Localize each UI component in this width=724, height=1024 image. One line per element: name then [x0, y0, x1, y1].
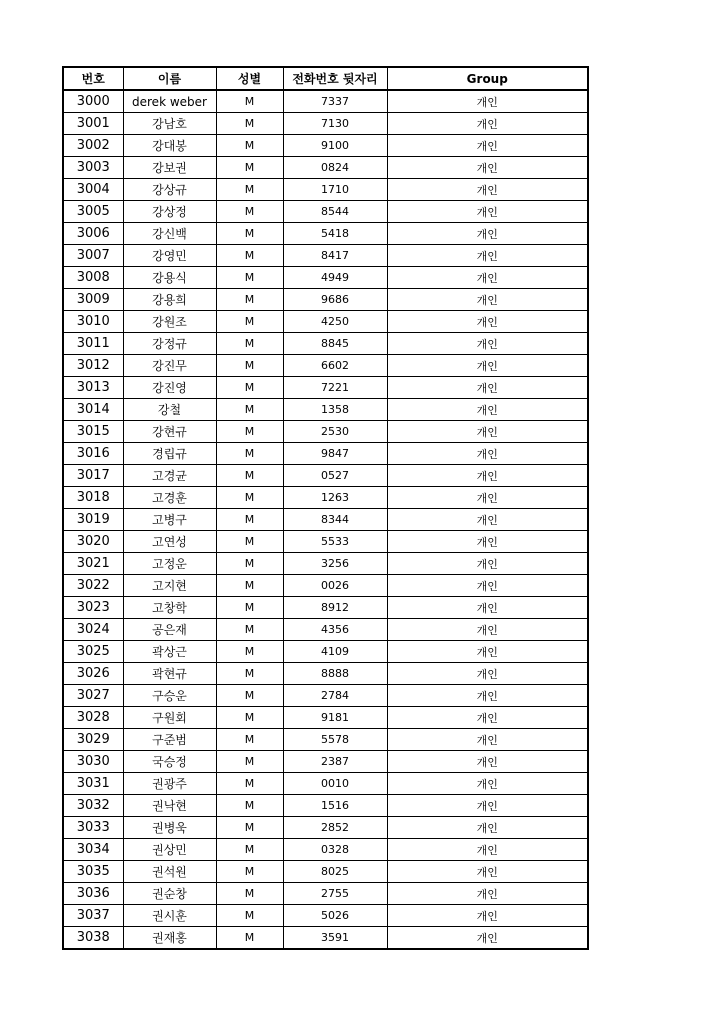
cell-gender: M — [216, 663, 283, 685]
cell-gender: M — [216, 90, 283, 113]
header-row — [63, 67, 588, 90]
cell-group: 개인 — [387, 597, 588, 619]
column-header-gender: 성별 — [216, 67, 283, 90]
cell-gender: M — [216, 201, 283, 223]
cell-name: 강용식 — [123, 267, 216, 289]
cell-phone-last: 8912 — [283, 597, 387, 619]
cell-group: 개인 — [387, 201, 588, 223]
cell-number: 3007 — [63, 245, 123, 267]
cell-group: 개인 — [387, 905, 588, 927]
cell-gender: M — [216, 641, 283, 663]
cell-phone-last: 3591 — [283, 927, 387, 950]
cell-phone-last: 8417 — [283, 245, 387, 267]
cell-group: 개인 — [387, 311, 588, 333]
cell-gender: M — [216, 861, 283, 883]
cell-group: 개인 — [387, 531, 588, 553]
table-row — [63, 729, 588, 751]
cell-phone-last: 5578 — [283, 729, 387, 751]
cell-gender: M — [216, 553, 283, 575]
cell-name: 강보권 — [123, 157, 216, 179]
cell-name: 권병욱 — [123, 817, 216, 839]
cell-group: 개인 — [387, 817, 588, 839]
table-row — [63, 773, 588, 795]
cell-gender: M — [216, 333, 283, 355]
cell-gender: M — [216, 157, 283, 179]
cell-name: 권광주 — [123, 773, 216, 795]
cell-phone-last: 4109 — [283, 641, 387, 663]
cell-name: 강철 — [123, 399, 216, 421]
cell-phone-last: 6602 — [283, 355, 387, 377]
cell-gender: M — [216, 795, 283, 817]
cell-number: 3000 — [63, 90, 123, 113]
cell-number: 3021 — [63, 553, 123, 575]
table-header — [63, 67, 588, 90]
cell-gender: M — [216, 465, 283, 487]
cell-phone-last: 0527 — [283, 465, 387, 487]
cell-group: 개인 — [387, 641, 588, 663]
cell-phone-last: 4949 — [283, 267, 387, 289]
table-row — [63, 751, 588, 773]
cell-name: 구승운 — [123, 685, 216, 707]
cell-phone-last: 7130 — [283, 113, 387, 135]
table-row — [63, 135, 588, 157]
cell-phone-last: 2530 — [283, 421, 387, 443]
table-row — [63, 663, 588, 685]
table-row — [63, 509, 588, 531]
cell-group: 개인 — [387, 883, 588, 905]
table-row — [63, 421, 588, 443]
cell-number: 3034 — [63, 839, 123, 861]
cell-name: 권석원 — [123, 861, 216, 883]
cell-phone-last: 8544 — [283, 201, 387, 223]
table-row — [63, 245, 588, 267]
cell-gender: M — [216, 531, 283, 553]
table-row — [63, 839, 588, 861]
cell-number: 3005 — [63, 201, 123, 223]
cell-number: 3025 — [63, 641, 123, 663]
cell-group: 개인 — [387, 443, 588, 465]
cell-phone-last: 1263 — [283, 487, 387, 509]
cell-group: 개인 — [387, 289, 588, 311]
cell-group: 개인 — [387, 90, 588, 113]
cell-group: 개인 — [387, 685, 588, 707]
table-row — [63, 377, 588, 399]
table-row — [63, 553, 588, 575]
cell-gender: M — [216, 707, 283, 729]
cell-name: 강정규 — [123, 333, 216, 355]
cell-phone-last: 8344 — [283, 509, 387, 531]
cell-number: 3013 — [63, 377, 123, 399]
cell-phone-last: 9847 — [283, 443, 387, 465]
cell-group: 개인 — [387, 795, 588, 817]
table-row — [63, 597, 588, 619]
cell-group: 개인 — [387, 333, 588, 355]
table-row — [63, 179, 588, 201]
cell-gender: M — [216, 399, 283, 421]
table-row — [63, 685, 588, 707]
cell-phone-last: 0010 — [283, 773, 387, 795]
table-row — [63, 531, 588, 553]
cell-group: 개인 — [387, 377, 588, 399]
cell-gender: M — [216, 597, 283, 619]
cell-number: 3028 — [63, 707, 123, 729]
cell-number: 3037 — [63, 905, 123, 927]
cell-phone-last: 9181 — [283, 707, 387, 729]
cell-phone-last: 1710 — [283, 179, 387, 201]
table-row — [63, 355, 588, 377]
cell-name: 권순창 — [123, 883, 216, 905]
table-row — [63, 927, 588, 950]
cell-gender: M — [216, 509, 283, 531]
cell-name: 강상규 — [123, 179, 216, 201]
cell-name: 강남호 — [123, 113, 216, 135]
cell-name: 강신백 — [123, 223, 216, 245]
cell-gender: M — [216, 311, 283, 333]
cell-phone-last: 1516 — [283, 795, 387, 817]
cell-number: 3014 — [63, 399, 123, 421]
cell-phone-last: 3256 — [283, 553, 387, 575]
table-row — [63, 201, 588, 223]
cell-group: 개인 — [387, 839, 588, 861]
cell-number: 3004 — [63, 179, 123, 201]
cell-phone-last: 2784 — [283, 685, 387, 707]
cell-number: 3017 — [63, 465, 123, 487]
cell-gender: M — [216, 883, 283, 905]
cell-name: 권재홍 — [123, 927, 216, 950]
cell-group: 개인 — [387, 751, 588, 773]
column-header-number: 번호 — [63, 67, 123, 90]
cell-group: 개인 — [387, 179, 588, 201]
cell-name: derek weber — [123, 90, 216, 113]
cell-number: 3026 — [63, 663, 123, 685]
table-row — [63, 157, 588, 179]
cell-phone-last: 2387 — [283, 751, 387, 773]
cell-group: 개인 — [387, 707, 588, 729]
cell-group: 개인 — [387, 927, 588, 950]
cell-group: 개인 — [387, 223, 588, 245]
cell-number: 3020 — [63, 531, 123, 553]
cell-group: 개인 — [387, 267, 588, 289]
table-row — [63, 641, 588, 663]
cell-group: 개인 — [387, 135, 588, 157]
cell-number: 3029 — [63, 729, 123, 751]
cell-gender: M — [216, 377, 283, 399]
cell-name: 권낙현 — [123, 795, 216, 817]
cell-group: 개인 — [387, 421, 588, 443]
cell-phone-last: 9100 — [283, 135, 387, 157]
cell-gender: M — [216, 245, 283, 267]
cell-group: 개인 — [387, 157, 588, 179]
cell-group: 개인 — [387, 663, 588, 685]
cell-group: 개인 — [387, 773, 588, 795]
cell-number: 3002 — [63, 135, 123, 157]
table-row — [63, 817, 588, 839]
cell-name: 고정운 — [123, 553, 216, 575]
cell-group: 개인 — [387, 575, 588, 597]
table-row — [63, 861, 588, 883]
cell-gender: M — [216, 223, 283, 245]
cell-gender: M — [216, 487, 283, 509]
cell-gender: M — [216, 729, 283, 751]
cell-number: 3024 — [63, 619, 123, 641]
cell-number: 3008 — [63, 267, 123, 289]
cell-name: 고경균 — [123, 465, 216, 487]
cell-number: 3010 — [63, 311, 123, 333]
cell-number: 3012 — [63, 355, 123, 377]
cell-gender: M — [216, 355, 283, 377]
cell-number: 3003 — [63, 157, 123, 179]
cell-number: 3016 — [63, 443, 123, 465]
table-row — [63, 267, 588, 289]
cell-gender: M — [216, 751, 283, 773]
cell-phone-last: 7221 — [283, 377, 387, 399]
cell-number: 3022 — [63, 575, 123, 597]
cell-name: 국승정 — [123, 751, 216, 773]
table-row — [63, 707, 588, 729]
cell-group: 개인 — [387, 399, 588, 421]
table-row — [63, 289, 588, 311]
table-row — [63, 905, 588, 927]
cell-number: 3023 — [63, 597, 123, 619]
table-row — [63, 443, 588, 465]
cell-group: 개인 — [387, 245, 588, 267]
cell-gender: M — [216, 619, 283, 641]
cell-name: 강원조 — [123, 311, 216, 333]
table-row — [63, 795, 588, 817]
cell-name: 구원회 — [123, 707, 216, 729]
cell-number: 3019 — [63, 509, 123, 531]
cell-phone-last: 1358 — [283, 399, 387, 421]
cell-number: 3032 — [63, 795, 123, 817]
cell-group: 개인 — [387, 861, 588, 883]
cell-name: 권시훈 — [123, 905, 216, 927]
cell-name: 공은재 — [123, 619, 216, 641]
cell-name: 강현규 — [123, 421, 216, 443]
table-row — [63, 399, 588, 421]
cell-name: 경립규 — [123, 443, 216, 465]
column-header-group: Group — [387, 67, 588, 90]
cell-phone-last: 5533 — [283, 531, 387, 553]
cell-phone-last: 4250 — [283, 311, 387, 333]
table-row — [63, 223, 588, 245]
cell-phone-last: 4356 — [283, 619, 387, 641]
cell-name: 강진무 — [123, 355, 216, 377]
cell-number: 3031 — [63, 773, 123, 795]
cell-number: 3001 — [63, 113, 123, 135]
cell-number: 3011 — [63, 333, 123, 355]
cell-name: 고연성 — [123, 531, 216, 553]
cell-name: 강대봉 — [123, 135, 216, 157]
cell-gender: M — [216, 421, 283, 443]
cell-name: 곽상근 — [123, 641, 216, 663]
table-row — [63, 333, 588, 355]
cell-phone-last: 0824 — [283, 157, 387, 179]
table-row — [63, 883, 588, 905]
table-row — [63, 90, 588, 113]
roster-sheet — [62, 66, 589, 950]
cell-group: 개인 — [387, 509, 588, 531]
table-row — [63, 487, 588, 509]
cell-phone-last: 5418 — [283, 223, 387, 245]
column-header-name: 이름 — [123, 67, 216, 90]
cell-gender: M — [216, 443, 283, 465]
cell-gender: M — [216, 135, 283, 157]
cell-number: 3018 — [63, 487, 123, 509]
table-row — [63, 311, 588, 333]
cell-phone-last: 8025 — [283, 861, 387, 883]
cell-number: 3030 — [63, 751, 123, 773]
cell-phone-last: 2755 — [283, 883, 387, 905]
cell-name: 권상민 — [123, 839, 216, 861]
cell-name: 고지현 — [123, 575, 216, 597]
cell-phone-last: 0328 — [283, 839, 387, 861]
cell-name: 고경훈 — [123, 487, 216, 509]
table-row — [63, 619, 588, 641]
table-row — [63, 465, 588, 487]
cell-gender: M — [216, 839, 283, 861]
cell-gender: M — [216, 113, 283, 135]
cell-gender: M — [216, 575, 283, 597]
cell-group: 개인 — [387, 729, 588, 751]
cell-phone-last: 9686 — [283, 289, 387, 311]
cell-group: 개인 — [387, 465, 588, 487]
cell-group: 개인 — [387, 355, 588, 377]
cell-number: 3038 — [63, 927, 123, 950]
cell-gender: M — [216, 267, 283, 289]
cell-gender: M — [216, 817, 283, 839]
cell-group: 개인 — [387, 553, 588, 575]
cell-number: 3015 — [63, 421, 123, 443]
table-row — [63, 113, 588, 135]
cell-gender: M — [216, 773, 283, 795]
cell-group: 개인 — [387, 619, 588, 641]
cell-group: 개인 — [387, 487, 588, 509]
cell-phone-last: 8888 — [283, 663, 387, 685]
cell-name: 고창학 — [123, 597, 216, 619]
cell-name: 구준범 — [123, 729, 216, 751]
cell-gender: M — [216, 289, 283, 311]
cell-name: 강상정 — [123, 201, 216, 223]
cell-number: 3036 — [63, 883, 123, 905]
cell-name: 고병구 — [123, 509, 216, 531]
cell-number: 3027 — [63, 685, 123, 707]
cell-gender: M — [216, 179, 283, 201]
cell-phone-last: 7337 — [283, 90, 387, 113]
cell-number: 3033 — [63, 817, 123, 839]
cell-gender: M — [216, 685, 283, 707]
roster-table — [62, 66, 589, 950]
cell-name: 강영민 — [123, 245, 216, 267]
cell-gender: M — [216, 927, 283, 950]
cell-phone-last: 8845 — [283, 333, 387, 355]
cell-number: 3009 — [63, 289, 123, 311]
cell-number: 3006 — [63, 223, 123, 245]
cell-name: 강진영 — [123, 377, 216, 399]
cell-phone-last: 0026 — [283, 575, 387, 597]
column-header-phone-last: 전화번호 뒷자리 — [283, 67, 387, 90]
table-row — [63, 575, 588, 597]
cell-number: 3035 — [63, 861, 123, 883]
cell-gender: M — [216, 905, 283, 927]
cell-name: 강용희 — [123, 289, 216, 311]
cell-name: 곽현규 — [123, 663, 216, 685]
cell-phone-last: 2852 — [283, 817, 387, 839]
table-body — [63, 90, 588, 949]
cell-phone-last: 5026 — [283, 905, 387, 927]
cell-group: 개인 — [387, 113, 588, 135]
